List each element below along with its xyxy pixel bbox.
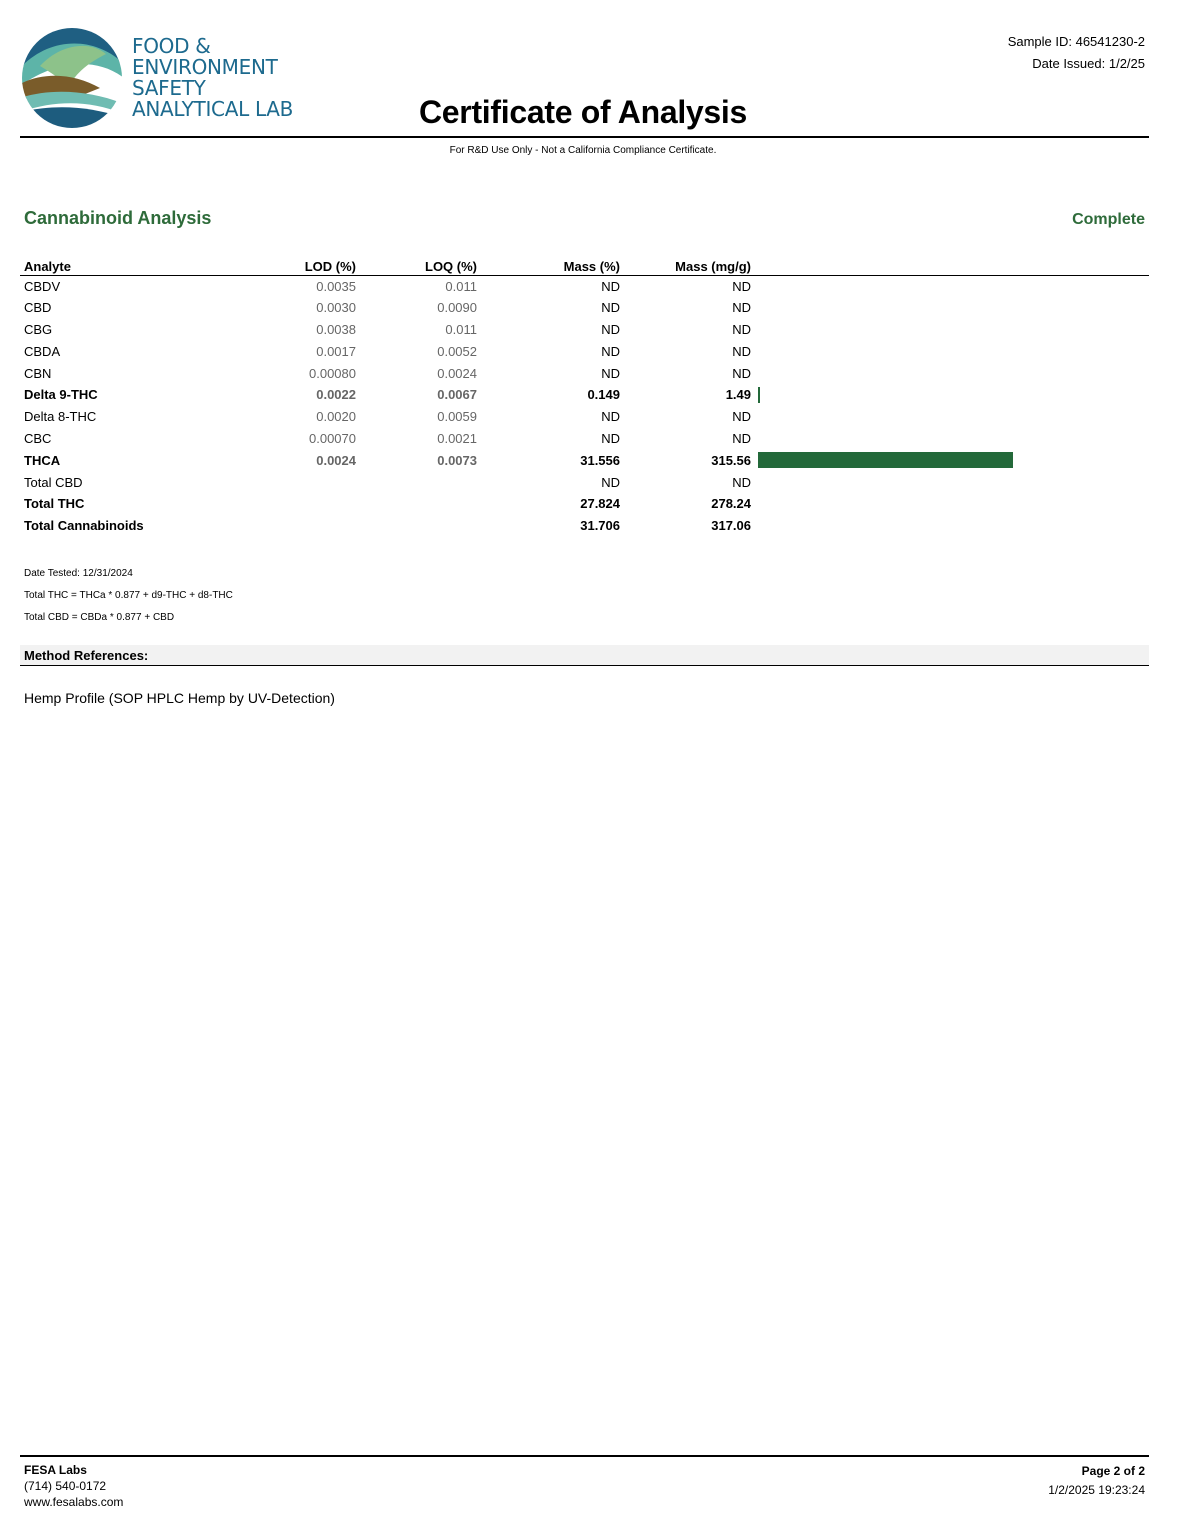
cell-mass-percent: 27.824: [580, 496, 620, 512]
table-header-row: [20, 256, 1149, 275]
cannabinoid-results-table: [20, 256, 1149, 537]
logo-line: ANALYTICAL LAB: [132, 97, 294, 121]
cell-mass-percent: ND: [601, 430, 620, 446]
cell-lod: 0.0038: [316, 321, 356, 337]
cell-mass-mg-g: ND: [732, 365, 751, 381]
cell-mass-mg-g: 317.06: [711, 518, 751, 534]
cell-mass-mg-g: 278.24: [711, 496, 751, 512]
cell-analyte: Total CBD: [24, 474, 83, 490]
cell-loq: 0.0052: [437, 343, 477, 359]
cell-loq: 0.0067: [437, 387, 477, 403]
cell-lod: 0.00080: [309, 365, 356, 381]
cell-loq: [356, 493, 477, 515]
footer-phone: (714) 540-0172: [24, 1479, 107, 1493]
table-row: [20, 319, 1149, 341]
sample-info: [1008, 31, 1145, 75]
cell-mass-mg-g: ND: [732, 409, 751, 425]
footer-page-info: [1048, 1462, 1145, 1500]
cell-bar: [751, 406, 1149, 428]
cell-bar: [751, 297, 1149, 319]
footer-company: FESA Labs: [24, 1463, 87, 1477]
cell-bar: [751, 319, 1149, 341]
cell-mass-percent: ND: [601, 321, 620, 337]
table-row: [20, 275, 1149, 297]
table-body: [20, 275, 1149, 537]
column-header-analyte: Analyte: [20, 256, 272, 275]
method-references-header: Method References:: [20, 645, 1149, 666]
footer-contact: [24, 1462, 123, 1510]
cell-bar: [751, 471, 1149, 493]
mass-bar: [758, 452, 1013, 468]
cell-bar: [751, 515, 1149, 537]
table-row: [20, 449, 1149, 471]
cell-lod: 0.0024: [316, 452, 356, 468]
cell-lod: [272, 515, 356, 537]
column-header-lod: LOD (%): [272, 256, 356, 275]
cell-analyte: THCA: [24, 452, 61, 468]
cell-mass-percent: ND: [601, 474, 620, 490]
document-subtitle: For R&D Use Only - Not a California Compliance Certificate.: [449, 145, 717, 156]
cell-analyte: CBG: [24, 321, 53, 337]
cell-loq: 0.0024: [437, 365, 477, 381]
cell-mass-mg-g: ND: [732, 343, 751, 359]
cell-mass-percent: ND: [601, 300, 620, 316]
print-timestamp: 1/2/2025 19:23:24: [1048, 1483, 1145, 1497]
cell-mass-mg-g: ND: [732, 321, 751, 337]
cell-mass-mg-g: 1.49: [725, 387, 751, 403]
cell-mass-percent: ND: [601, 343, 620, 359]
cell-mass-mg-g: ND: [732, 300, 751, 316]
cell-loq: 0.0090: [437, 300, 477, 316]
table-row: [20, 406, 1149, 428]
table-row: [20, 384, 1149, 406]
cell-analyte: Total THC: [24, 496, 85, 512]
table-row: [20, 428, 1149, 450]
logo-line: FOOD &: [132, 34, 211, 58]
cell-bar: [751, 449, 1149, 471]
total-cbd-formula: Total CBD = CBDa * 0.877 + CBD: [24, 612, 175, 623]
cell-lod: 0.0017: [316, 343, 356, 359]
header-divider: [20, 136, 1149, 138]
cell-bar: [751, 428, 1149, 450]
column-header-bar: [751, 256, 1149, 275]
cell-lod: [272, 493, 356, 515]
logo-line: ENVIRONMENT: [132, 55, 278, 79]
column-header-mass-percent: Mass (%): [477, 256, 620, 275]
cell-loq: [356, 515, 477, 537]
cell-bar: [751, 493, 1149, 515]
footer-divider: [20, 1455, 1149, 1457]
footer-website: www.fesalabs.com: [24, 1495, 124, 1509]
cell-mass-percent: ND: [601, 278, 620, 294]
table-row: [20, 493, 1149, 515]
cell-lod: 0.0022: [316, 387, 356, 403]
table-row: [20, 340, 1149, 362]
cell-analyte: CBC: [24, 430, 52, 446]
cell-loq: 0.011: [445, 321, 477, 337]
cell-analyte: Total Cannabinoids: [24, 518, 144, 534]
logo-line: SAFETY: [132, 76, 206, 100]
cell-bar: [751, 275, 1149, 297]
date-issued: Date Issued: 1/2/25: [1032, 56, 1145, 71]
page-number: Page 2 of 2: [1081, 1464, 1145, 1478]
cell-loq: [356, 471, 477, 493]
cell-bar: [751, 340, 1149, 362]
document-title: Certificate of Analysis: [418, 94, 748, 130]
cell-lod: 0.0035: [316, 278, 356, 294]
cell-mass-mg-g: ND: [732, 474, 751, 490]
mass-bar: [758, 387, 760, 403]
cell-lod: 0.0020: [316, 409, 356, 425]
sample-id: Sample ID: 46541230-2: [1007, 34, 1145, 49]
column-header-mass-mg-g: Mass (mg/g): [620, 256, 751, 275]
cell-analyte: Delta 9-THC: [24, 387, 98, 403]
cell-mass-mg-g: 315.56: [711, 452, 751, 468]
table-row: [20, 297, 1149, 319]
cell-mass-mg-g: ND: [732, 430, 751, 446]
cell-loq: 0.0059: [437, 409, 477, 425]
cell-mass-mg-g: ND: [732, 278, 751, 294]
cell-bar: [751, 384, 1149, 406]
cell-loq: 0.011: [445, 278, 477, 294]
status-label: Complete: [1072, 211, 1145, 228]
table-row: [20, 515, 1149, 537]
cell-lod: 0.00070: [309, 430, 356, 446]
cell-analyte: Delta 8-THC: [24, 409, 97, 425]
cell-analyte: CBD: [24, 300, 52, 316]
cell-lod: [272, 471, 356, 493]
cell-lod: 0.0030: [316, 300, 356, 316]
cell-loq: 0.0021: [437, 430, 477, 446]
date-tested-note: Date Tested: 12/31/2024: [24, 568, 133, 579]
table-row: [20, 471, 1149, 493]
cell-bar: [751, 362, 1149, 384]
table-row: [20, 362, 1149, 384]
cell-loq: 0.0073: [437, 452, 477, 468]
cell-mass-percent: ND: [601, 365, 620, 381]
column-header-loq: LOQ (%): [356, 256, 477, 275]
total-thc-formula: Total THC = THCa * 0.877 + d9-THC + d8-THC: [24, 590, 233, 601]
cell-mass-percent: 0.149: [587, 387, 620, 403]
section-title: Cannabinoid Analysis: [24, 208, 212, 228]
cell-mass-percent: ND: [601, 409, 620, 425]
cell-analyte: CBDA: [24, 343, 61, 359]
cell-mass-percent: 31.706: [580, 518, 620, 534]
cell-mass-percent: 31.556: [580, 452, 620, 468]
method-reference-text: Hemp Profile (SOP HPLC Hemp by UV-Detection): [24, 690, 335, 706]
cell-analyte: CBDV: [24, 278, 61, 294]
analysis-notes: [24, 563, 233, 629]
cell-analyte: CBN: [24, 365, 52, 381]
